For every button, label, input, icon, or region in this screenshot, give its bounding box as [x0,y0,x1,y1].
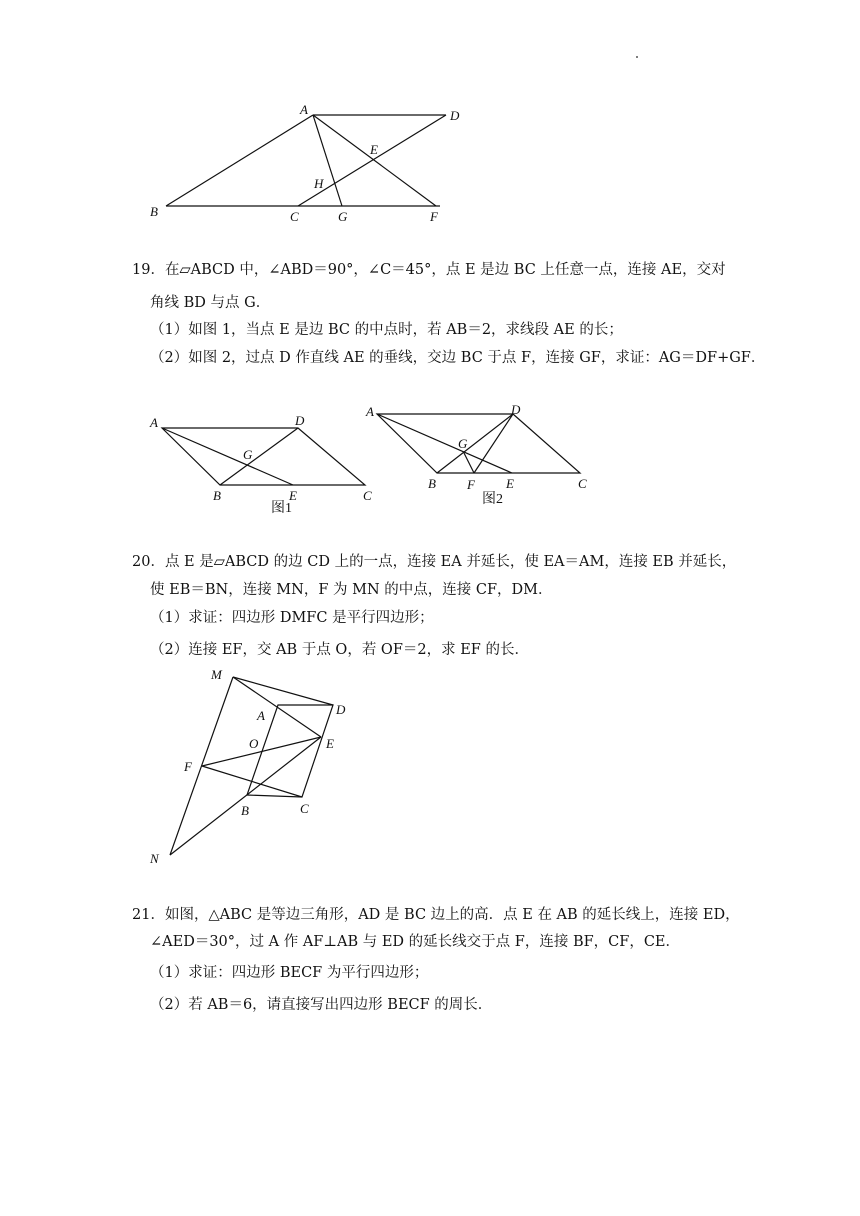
q19-line-1: 19．在▱ABCD 中，∠ABD＝90°，∠C＝45°，点 E 是边 BC 上任意一点，连接 AE，交对 [132,262,726,278]
q20-line-3: （1）求证：四边形 DMFC 是平行四边形； [150,610,434,626]
page-mark [636,56,638,58]
figure-19-2-lines [377,414,580,473]
fig20-label-A: A [257,708,265,723]
q20-line-4: （2）连接 EF，交 AB 于点 O，若 OF＝2，求 EF 的长． [150,642,529,658]
q21-line-4: （2）若 AB＝6，请直接写出四边形 BECF 的周长． [150,997,493,1013]
fig19-1-label-G: G [243,447,253,462]
q21-line-1: 21．如图，△ABC 是等边三角形，AD 是 BC 边上的高．点 E 在 AB 的延长线上，连接 ED， [132,907,740,923]
fig18-label-D: D [450,108,460,123]
fig20-label-B: B [241,803,249,818]
figure-18 [140,100,480,230]
fig19-1-label-B: B [213,488,221,503]
fig20-label-D: D [336,702,346,717]
q19-line-4: （2）如图 2，过点 D 作直线 AE 的垂线，交边 BC 于点 F，连接 GF，求证：AG＝DF+GF． [150,350,766,366]
figure-19-2 [360,398,600,513]
fig20-label-N: N [150,851,159,866]
fig18-label-E: E [370,142,378,157]
fig20-label-C: C [300,801,309,816]
q19-line-3: （1）如图 1，当点 E 是边 BC 的中点时，若 AB＝2，求线段 AE 的长； [150,322,623,338]
figure-20-lines [170,677,333,855]
q19-line-2: 角线 BD 与点 G． [150,295,271,311]
q20-line-2: 使 EB＝BN，连接 MN，F 为 MN 的中点，连接 CF，DM． [150,582,553,598]
fig19-2-label-E: E [506,476,514,491]
figure-20 [145,665,365,870]
figure-18-lines [166,115,446,206]
fig19-2-caption: 图2 [482,492,503,507]
fig20-label-O: O [249,736,259,751]
q21-line-3: （1）求证：四边形 BECF 为平行四边形； [150,965,429,981]
fig18-label-B: B [150,204,158,219]
fig18-label-C: C [290,209,299,224]
fig19-1-label-A: A [150,415,158,430]
fig18-label-H: H [314,176,324,191]
fig19-1-label-C: C [363,488,372,503]
fig20-label-M: M [211,667,222,682]
figure-19-1 [145,405,385,520]
fig19-1-label-D: D [295,413,305,428]
fig18-label-G: G [338,209,348,224]
fig18-label-A: A [300,102,308,117]
fig19-2-label-D: D [511,402,521,417]
fig19-2-label-G: G [458,436,468,451]
fig19-1-caption: 图1 [271,501,292,516]
fig19-1-label-E: E [289,488,297,503]
fig19-2-label-C: C [578,476,587,491]
fig19-2-label-A: A [366,404,374,419]
fig18-label-F: F [430,209,438,224]
q21-line-2: ∠AED＝30°，过 A 作 AF⊥AB 与 ED 的延长线交于点 F，连接 BF，CF，CE． [150,934,680,950]
fig20-label-F: F [184,759,192,774]
fig19-2-label-F: F [467,477,475,492]
fig19-2-label-B: B [428,476,436,491]
q20-line-1: 20．点 E 是▱ABCD 的边 CD 上的一点，连接 EA 并延长，使 EA＝AM，连接 EB 并延长， [132,554,737,570]
fig20-label-E: E [326,736,334,751]
figure-19-1-lines [162,428,365,485]
